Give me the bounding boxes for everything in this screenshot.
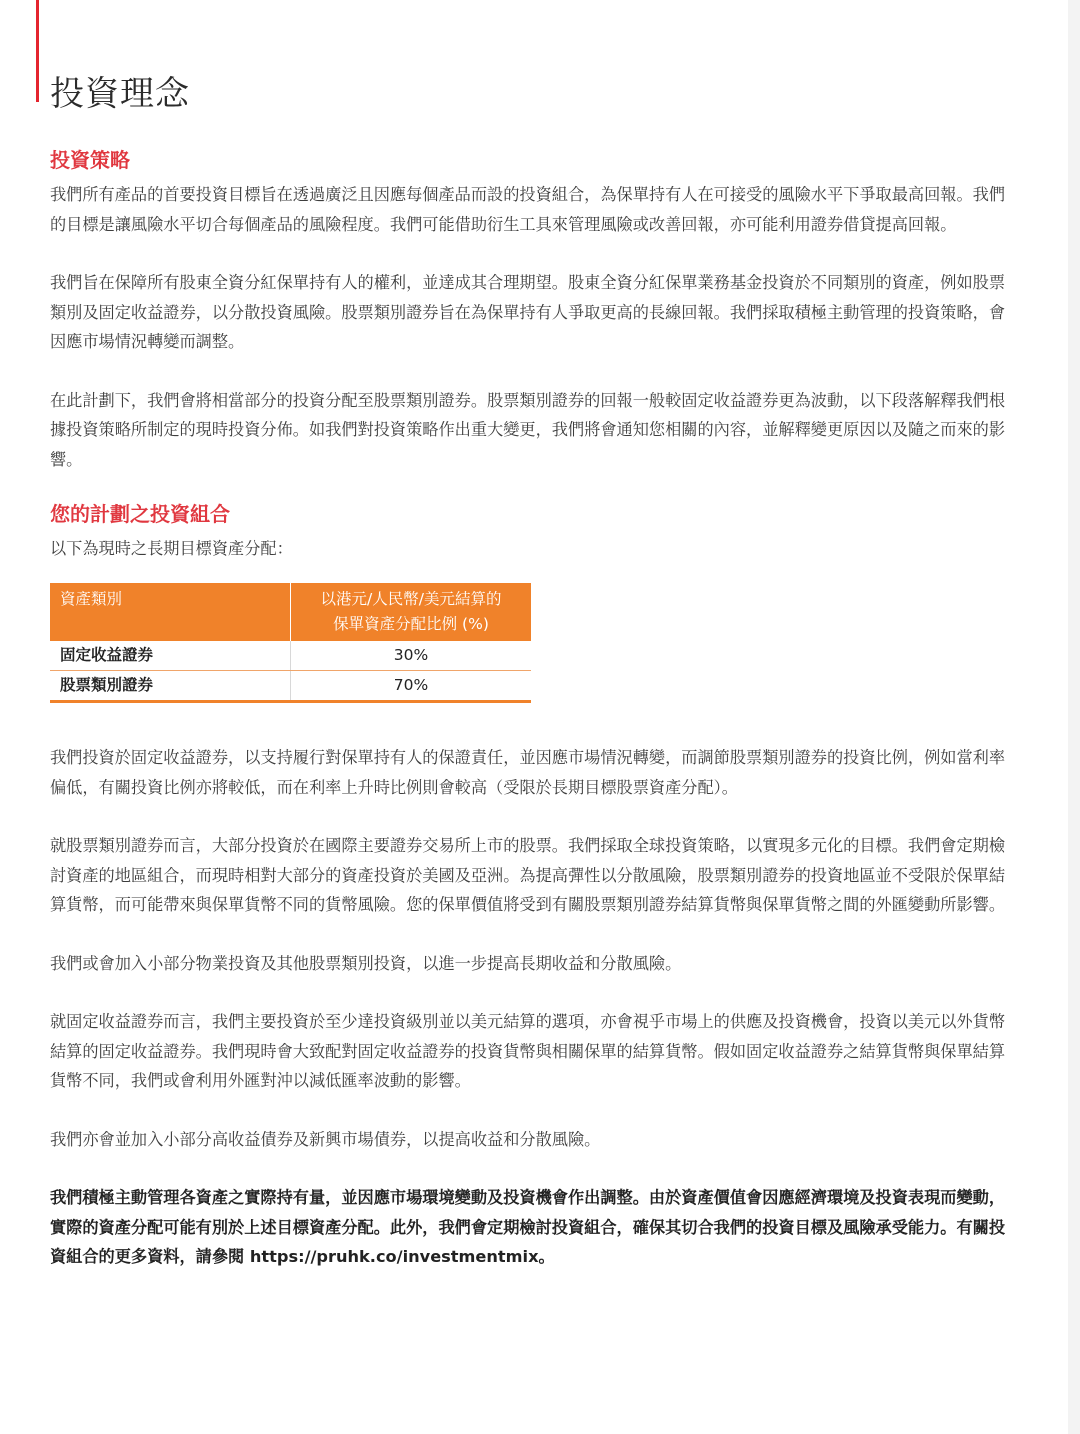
closing-statement: 我們積極主動管理各資產之實際持有量，並因應市場環境變動及投資機會作出調整。由於資產價值會因應經濟環境及投資表現而變動，實際的資產分配可能有別於上述目標資產分配。此外，我們會定期檢討投資組合，確保其切合我們的投資目標及風險承受能力。有關投資組合的更多資料，請參閱 https://pruhk.co/investmentmix。 [50,1188,1006,1266]
table-cell-asset: 固定收益證券 [50,641,291,671]
table-header-allocation-line-2: 保單資產分配比例 (%) [333,615,489,633]
title-accent-bar [36,0,39,102]
page-title: 投資理念 [50,74,190,114]
table-header-asset-class: 資產類別 [50,583,291,641]
table-cell-percentage: 70% [291,671,532,702]
portfolio-paragraph-4: 就固定收益證券而言，我們主要投資於至少達投資級別並以美元結算的選項，亦會視乎市場上的供應及投資機會，投資以美元以外貨幣結算的固定收益證券。我們現時會大致配對固定收益證券的投資貨幣與相關保單的結算貨幣。假如固定收益證券之結算貨幣與保單結算貨幣不同，我們或會利用外匯對沖以減低匯率波動的影響。 [50,1012,1006,1090]
table-header-allocation-line-1: 以港元/人民幣/美元結算的 [320,590,502,608]
table-row [50,641,531,671]
section-heading-strategy: 投資策略 [50,148,130,172]
strategy-paragraph-3: 在此計劃下，我們會將相當部分的投資分配至股票類別證券。股票類別證券的回報一般較固定收益證券更為波動，以下段落解釋我們根據投資策略所制定的現時投資分佈。如我們對投資策略作出重大變更，我們將會通知您相關的內容，並解釋變更原因以及隨之而來的影響。 [50,390,1006,469]
portfolio-paragraph-3: 我們或會加入小部分物業投資及其他股票類別投資，以進一步提高長期收益和分散風險。 [50,953,682,973]
strategy-paragraph-2: 我們旨在保障所有股東全資分紅保單持有人的權利，並達成其合理期望。股東全資分紅保單業務基金投資於不同類別的資產，例如股票類別及固定收益證券，以分散投資風險。股票類別證券旨在為保單持有人爭取更高的長線回報。我們採取積極主動管理的投資策略，會因應市場情況轉變而調整。 [50,273,1006,351]
portfolio-paragraph-1: 我們投資於固定收益證券，以支持履行對保單持有人的保證責任，並因應市場情況轉變，而調節股票類別證券的投資比例，例如當利率偏低，有關投資比例亦將較低，而在利率上升時比例則會較高（受限於長期目標股票資產分配）。 [50,748,1006,797]
asset-allocation-table [50,583,531,703]
section-heading-portfolio: 您的計劃之投資組合 [50,502,230,526]
page-edge-shadow [1068,0,1080,1434]
table-cell-percentage: 30% [291,641,532,671]
table-cell-asset: 股票類別證券 [50,671,291,702]
table-row [50,671,531,702]
strategy-paragraph-1: 我們所有產品的首要投資目標旨在透過廣泛且因應每個產品而設的投資組合，為保單持有人在可接受的風險水平下爭取最高回報。我們的目標是讓風險水平切合每個產品的風險程度。我們可能借助衍生工具來管理風險或改善回報，亦可能利用證券借貸提高回報。 [50,185,1006,234]
portfolio-paragraph-2: 就股票類別證券而言，大部分投資於在國際主要證券交易所上市的股票。我們採取全球投資策略，以實現多元化的目標。我們會定期檢討資產的地區組合，而現時相對大部分的資產投資於美國及亞洲。為提高彈性以分散風險，股票類別證券的投資地區並不受限於保單結算貨幣，而可能帶來與保單貨幣不同的貨幣風險。您的保單價值將受到有關股票類別證券結算貨幣與保單貨幣之間的外匯變動所影響。 [50,836,1006,914]
table-header-allocation [291,583,532,641]
portfolio-intro: 以下為現時之長期目標資產分配： [50,539,293,558]
portfolio-paragraph-5: 我們亦會並加入小部分高收益債券及新興市場債券，以提高收益和分散風險。 [50,1129,601,1149]
document-body [50,146,1012,1301]
table-header-row [50,583,531,641]
